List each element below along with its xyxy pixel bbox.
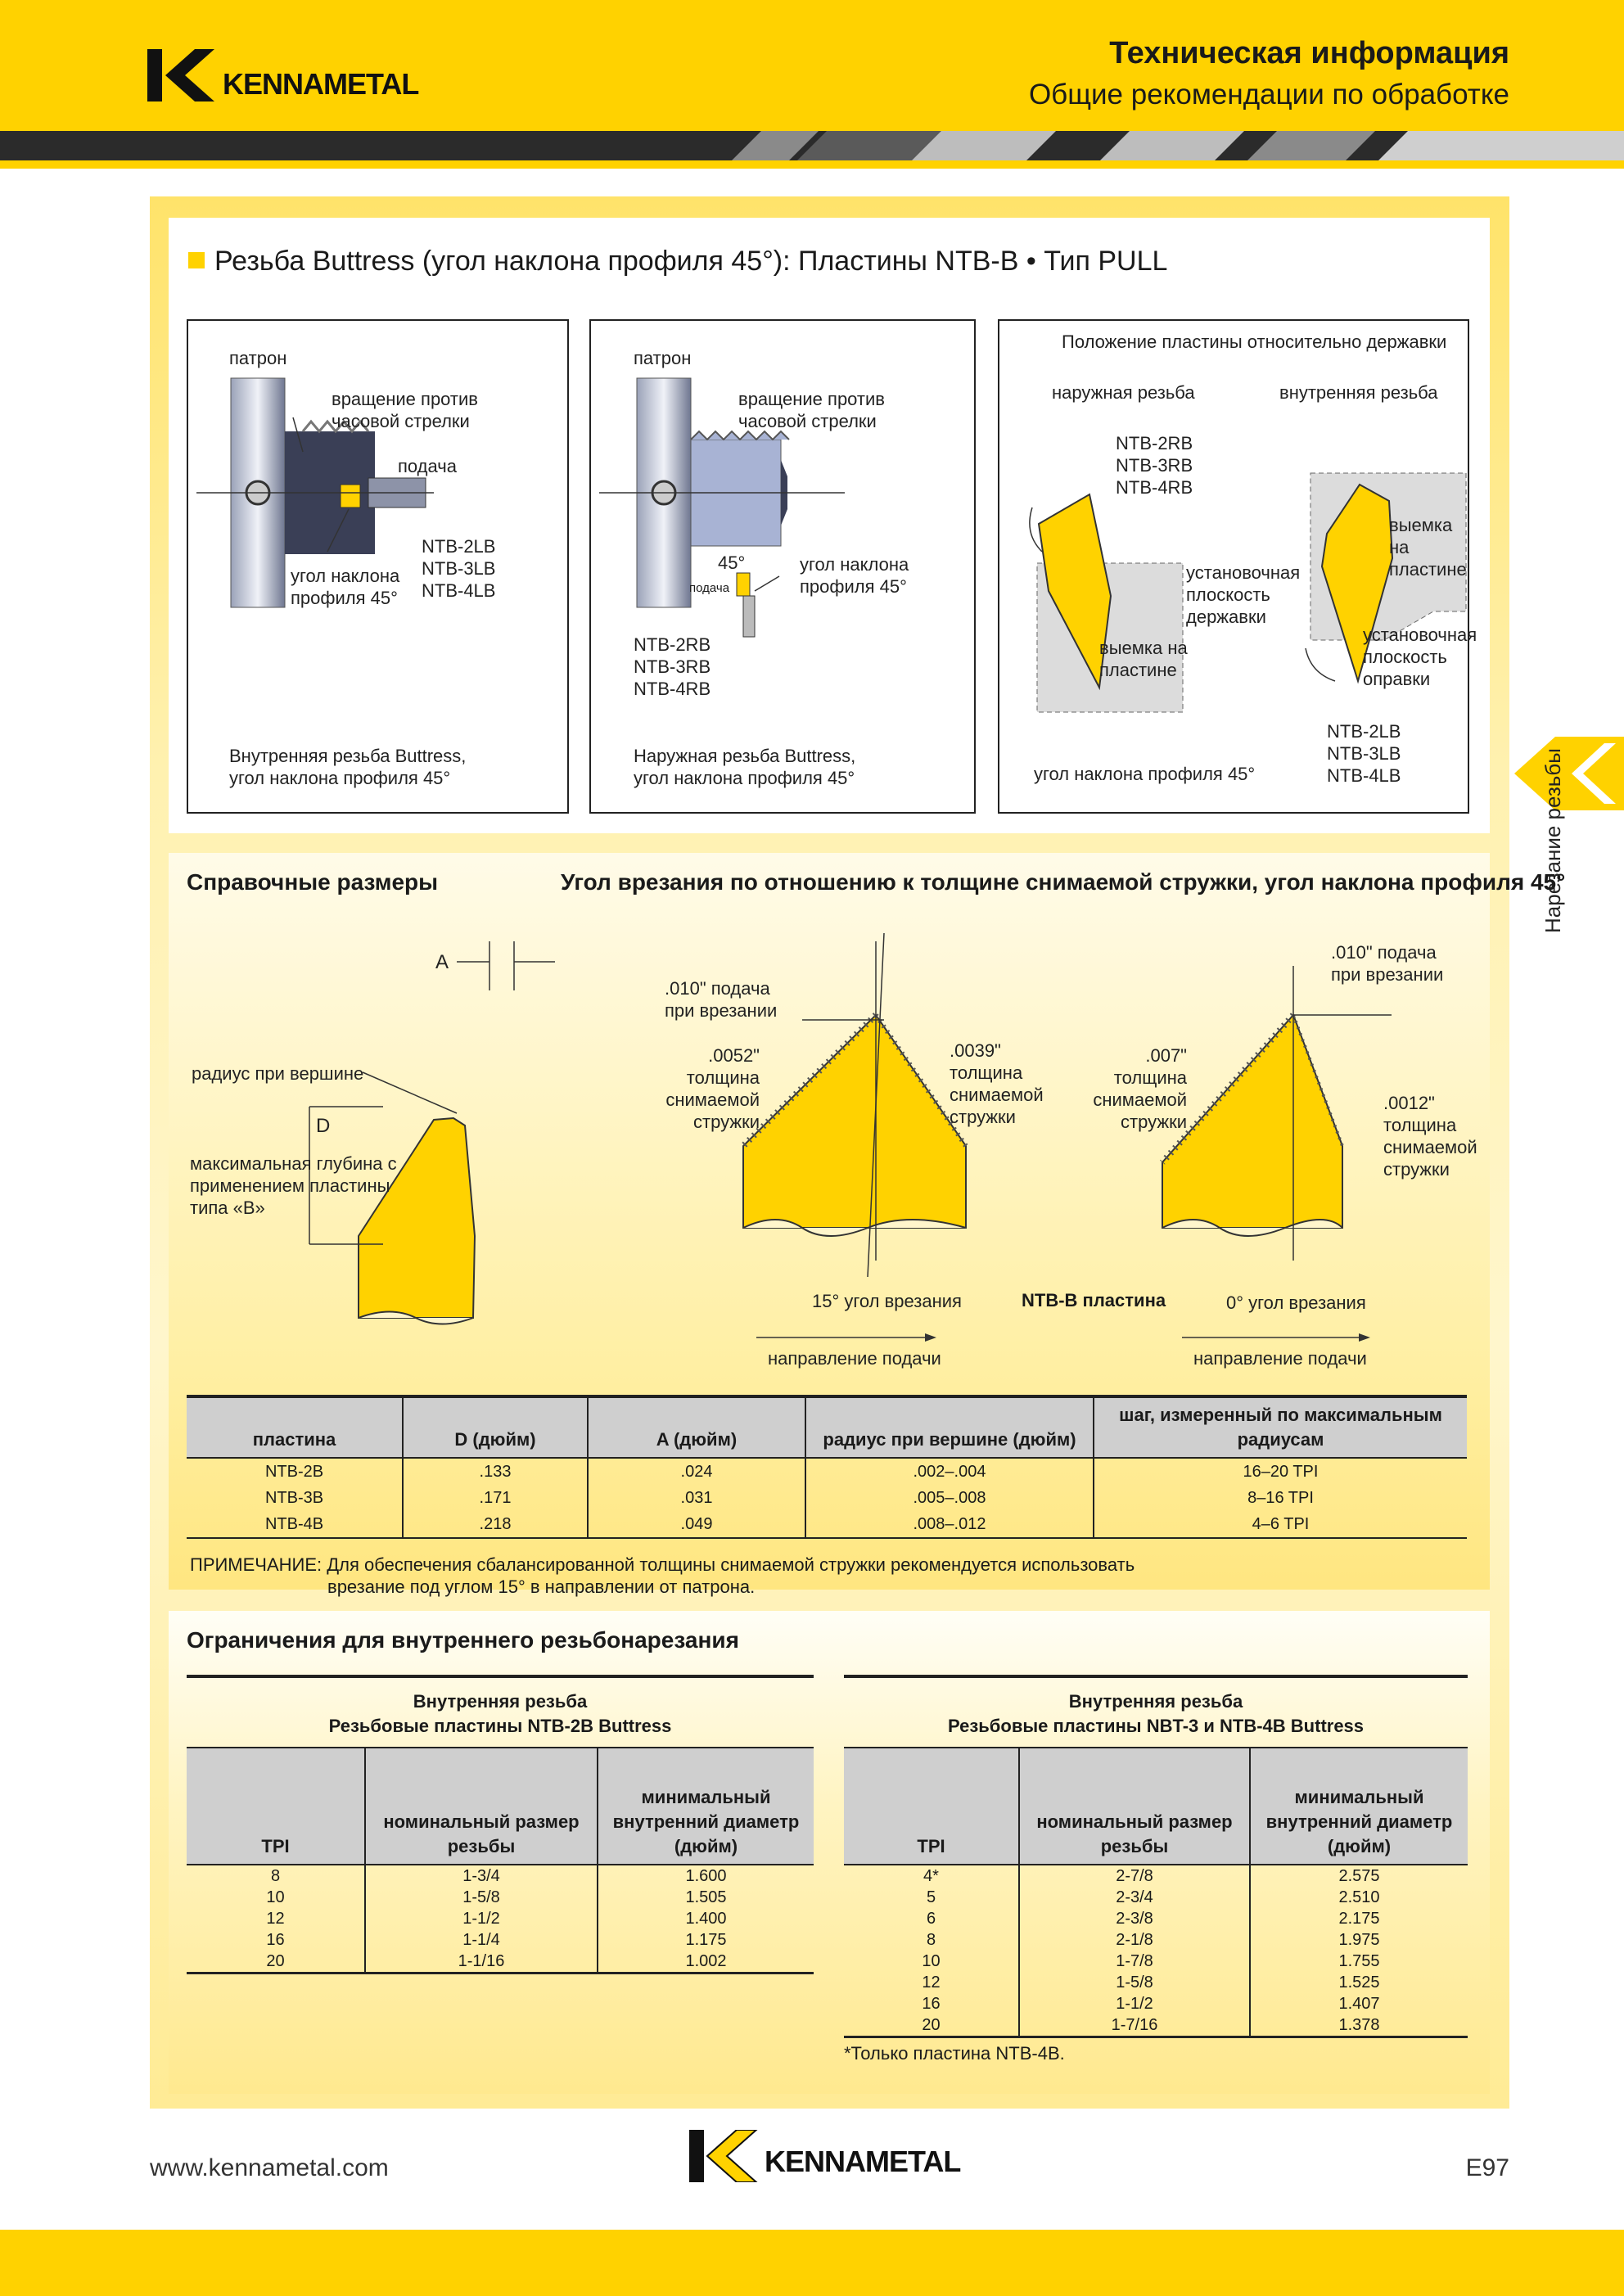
feed-label: подача xyxy=(689,581,730,595)
insert-codes-l: NTB-2LB NTB-3LB NTB-4LB xyxy=(1327,721,1401,786)
profile-angle-label: угол наклона профиля 45° xyxy=(291,566,400,608)
table-row: NTB-2B .133 .024 .002–.004 16–20 TPI xyxy=(187,1458,1467,1485)
table-row: 4* 2-7/8 2.575 xyxy=(844,1865,1468,1887)
rotation-label: вращение против часовой стрелки xyxy=(738,389,885,431)
feed-direction-arrow-icon xyxy=(756,1331,936,1344)
nose-radius-label: радиус при вершине xyxy=(192,1063,364,1084)
note-text: ПРИМЕЧАНИЕ: Для обеспечения сбалансированной толщины снимаемой стружки рекомендуется использовать врезание под углом 15° в направлении от патрона. xyxy=(190,1554,1135,1597)
table-row: 6 2-3/8 2.175 xyxy=(844,1908,1468,1929)
notch-label-1: выемка на пластине xyxy=(1099,638,1188,680)
profile-angle-label: угол наклона профиля 45° xyxy=(1034,764,1256,784)
header-underline xyxy=(0,160,1624,169)
table-row: 20 1-7/16 1.378 xyxy=(844,2014,1468,2037)
table-caption: Внутренняя резьба Резьбовые пластины NTB-2B Buttress xyxy=(187,1675,814,1748)
logo-mark-icon xyxy=(689,2130,763,2182)
table-row: 8 2-1/8 1.975 xyxy=(844,1929,1468,1951)
feed-direction-label: направление подачи xyxy=(1193,1348,1367,1369)
chip-thickness-2: .0012" толщина снимаемой стружки xyxy=(1383,1093,1477,1180)
section-tab-marker xyxy=(1514,737,1624,810)
rotation-label: вращение против часовой стрелки xyxy=(332,389,478,431)
table-row: 12 1-5/8 1.525 xyxy=(844,1972,1468,1993)
table-row: 10 1-7/8 1.755 xyxy=(844,1951,1468,1972)
header-stripe xyxy=(0,131,1624,160)
limits-table-left: Внутренняя резьба Резьбовые пластины NTB-2B Buttress TPI номинальный размер резьбы минимальный внутренний диаметр (дюйм) 8 1-3/4 1.600 10 1-5/8 1.505 12 1-1/2 1.400 16 1-1/4 1.175 20 1-1/16 1.002 xyxy=(187,1675,814,1974)
internal-limits-title: Ограничения для внутреннего резьбонарезания xyxy=(187,1627,739,1653)
page-subtitle: Общие рекомендации по обработке xyxy=(1028,79,1509,111)
reference-dims-table: пластина D (дюйм) A (дюйм) радиус при вершине (дюйм) шаг, измеренный по максимальным радиусам NTB-2B .133 .024 .002–.004 16–20 TPI NTB-3B .171 .031 .005–.008 8–16 TPI NTB-4B .218 .049 .008–.012 4–6 TPI xyxy=(187,1395,1467,1539)
table-row: 12 1-1/2 1.400 xyxy=(187,1908,814,1929)
chip-thickness-1: .007" толщина снимаемой стружки xyxy=(1093,1045,1187,1132)
infeed-angle-0: 0° угол врезания xyxy=(1226,1292,1366,1313)
footer-bar xyxy=(0,2230,1624,2296)
feed-infeed-label: .010" подача при врезании xyxy=(1331,942,1444,985)
table-row: 5 2-3/4 2.510 xyxy=(844,1887,1468,1908)
figure-title: Положение пластины относительно державки xyxy=(1062,332,1447,352)
holder-seat-label: установочная плоскость державки xyxy=(1186,562,1301,627)
infeed-angle-title: Угол врезания по отношению к толщине снимаемой стружки, угол наклона профиля 45° xyxy=(561,869,1566,895)
dim-D-label: D xyxy=(316,1115,331,1137)
logo-wordmark: KENNAMETAL xyxy=(223,67,419,101)
figure-internal-thread xyxy=(187,319,569,814)
profile-angle-label: угол наклона профиля 45° xyxy=(800,554,909,597)
table-row: NTB-4B .218 .049 .008–.012 4–6 TPI xyxy=(187,1511,1467,1538)
infeed-angle-15: 15° угол врезания xyxy=(812,1291,962,1311)
logo-wordmark: KENNAMETAL xyxy=(765,2145,961,2178)
feed-direction-label: направление подачи xyxy=(768,1348,941,1369)
ntb-b-insert-label: NTB-B пластина xyxy=(1022,1290,1166,1310)
feed-direction-arrow-icon xyxy=(1182,1331,1370,1344)
max-depth-label: максимальная глубина с применением пластины типа «B» xyxy=(190,1153,397,1218)
figure-caption: Внутренняя резьба Buttress, угол наклона профиля 45° xyxy=(229,746,467,788)
external-thread-label: наружная резьба xyxy=(1052,382,1195,403)
limits-table-right: Внутренняя резьба Резьбовые пластины NBT-3 и NTB-4B Buttress TPI номинальный размер резьбы минимальный внутренний диаметр (дюйм) 4* 2-7/8 2.575 5 2-3/4 2.510 6 2-3/8 2.175 8 2-1/8 1.975 10 1-7/8 1.755 12 1-5/8 1.525 16 1-1/2 1.407 20 1-7/16 1.378 *Только пластина NTB-4B. xyxy=(844,1675,1468,2064)
page-number: E97 xyxy=(1465,2154,1509,2181)
table-row: 10 1-5/8 1.505 xyxy=(187,1887,814,1908)
table-row: NTB-3B .171 .031 .005–.008 8–16 TPI xyxy=(187,1485,1467,1511)
kennametal-logo xyxy=(147,49,426,105)
page-title: Техническая информация xyxy=(1109,36,1509,70)
bullet-square-icon xyxy=(188,252,205,268)
chuck-label: патрон xyxy=(229,348,287,368)
internal-thread-label: внутренняя резьба xyxy=(1279,382,1438,403)
section-title-buttress: Резьба Buttress (угол наклона профиля 45°): Пластины NTB-B • Тип PULL xyxy=(188,246,1167,277)
table-row: 16 1-1/2 1.407 xyxy=(844,1993,1468,2014)
insert-codes: NTB-2LB NTB-3LB NTB-4LB xyxy=(422,536,496,601)
chip-thickness-1: .0052" толщина снимаемой стружки xyxy=(665,1045,760,1132)
notch-label-2: выемка на пластине xyxy=(1389,515,1467,580)
bar-seat-label: установочная плоскость оправки xyxy=(1363,625,1477,689)
footer-logo xyxy=(689,2130,968,2182)
chuck-label: патрон xyxy=(634,348,692,368)
table-caption: Внутренняя резьба Резьбовые пластины NBT-3 и NTB-4B Buttress xyxy=(844,1675,1468,1748)
figure-caption: Наружная резьба Buttress, угол наклона профиля 45° xyxy=(634,746,856,788)
table-row: 8 1-3/4 1.600 xyxy=(187,1865,814,1887)
feed-infeed-label: .010" подача при врезании xyxy=(665,978,778,1021)
footer-url[interactable]: www.kennametal.com xyxy=(150,2154,389,2181)
insert-codes-r: NTB-2RB NTB-3RB NTB-4RB xyxy=(1116,433,1193,498)
figure-external-thread xyxy=(589,319,976,814)
table-row: 20 1-1/16 1.002 xyxy=(187,1951,814,1973)
angle-45-label: 45° xyxy=(718,553,746,573)
reference-dims-drawing xyxy=(187,933,571,1326)
feed-label: подача xyxy=(398,456,457,476)
table-row: 16 1-1/4 1.175 xyxy=(187,1929,814,1951)
figure-insert-position xyxy=(998,319,1477,814)
insert-codes: NTB-2RB NTB-3RB NTB-4RB xyxy=(634,634,711,699)
reference-dims-title: Справочные размеры xyxy=(187,869,439,895)
dim-A-label: A xyxy=(435,951,449,973)
table-footnote: *Только пластина NTB-4B. xyxy=(844,2043,1065,2064)
chip-thickness-2: .0039" толщина снимаемой стружки xyxy=(950,1040,1044,1127)
